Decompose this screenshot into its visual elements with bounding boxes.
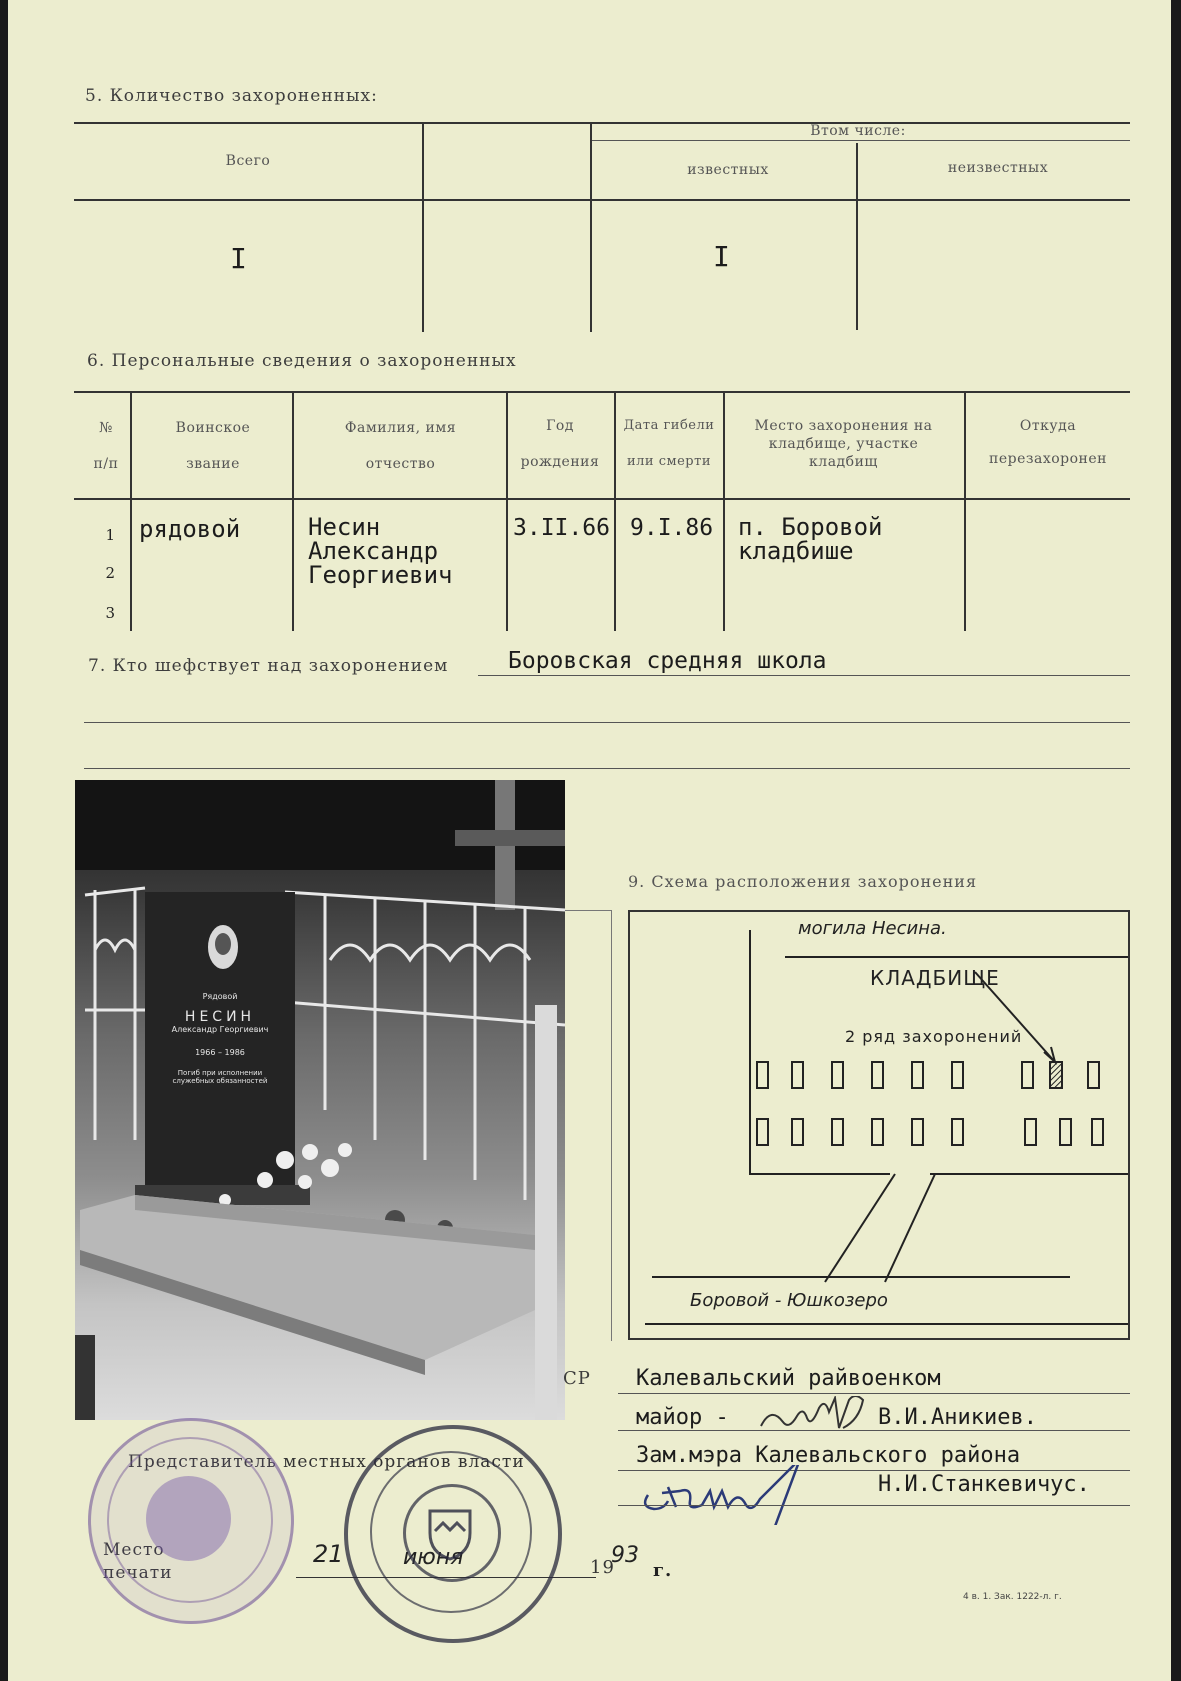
table5-header-including: Втом числе: (810, 123, 906, 139)
city-administration-stamp (344, 1425, 562, 1643)
section6-title: 6. Персональные сведения о захороненных (87, 351, 517, 371)
sig-line2-name: В.И.Аникиев. (878, 1405, 1037, 1430)
table6-header-line (74, 498, 1130, 500)
entry-death: 9.I.86 (630, 515, 714, 541)
blank-line (84, 768, 1130, 769)
row-number: 3 (105, 604, 116, 622)
tombstone-epitaph: Погиб при исполнении (177, 1069, 263, 1077)
signature-aniki (756, 1396, 896, 1444)
th-from-1: Откуда (1019, 418, 1077, 434)
tombstone-surname: НЕСИН (184, 1009, 256, 1025)
rep-label: Представитель местных органов власти (128, 1452, 525, 1472)
document-page (8, 0, 1171, 1681)
section7-line (478, 675, 1130, 676)
tombstone-inscription (147, 992, 293, 1085)
entry-name (308, 515, 453, 587)
tombstone-epitaph: служебных обязанностей (172, 1077, 268, 1085)
entry-name-line: Александр (308, 537, 439, 565)
table5-sub-line (590, 140, 1130, 141)
table5-known-value: I (713, 240, 730, 273)
th-name-1: Фамилия, имя (344, 420, 457, 436)
table5-header-total: Всего (225, 153, 271, 169)
th-death-2: или смерти (627, 454, 711, 469)
year-unit: г. (653, 1560, 673, 1581)
entry-birth: 3.II.66 (513, 515, 610, 541)
sig-underline (618, 1430, 1130, 1431)
burial-scheme (628, 910, 1130, 1340)
table6-col-line (130, 391, 132, 631)
table5-col-line (590, 122, 592, 332)
sig-line2: майор - (636, 1405, 729, 1430)
printer-mark: 4 в. 1. Зак. 1222-л. г. (963, 1592, 1062, 1602)
grave-photo (75, 780, 565, 1420)
signature-stank (638, 1465, 828, 1525)
th-num-1: № (99, 420, 113, 436)
scheme-grave-label: могила Несина. (798, 918, 947, 939)
sig-underline (618, 1393, 1130, 1394)
sig-underline (618, 1505, 1130, 1506)
seal-label: печати (103, 1563, 173, 1583)
table6-col-line (292, 391, 294, 631)
graves-row-2 (757, 1119, 1103, 1145)
table6-col-line (723, 391, 725, 631)
entry-rank: рядовой (139, 515, 241, 543)
table5-col-line (422, 122, 424, 332)
th-birth-1: Год (546, 418, 574, 434)
th-death-1: Дата гибели (623, 418, 715, 433)
ssr-fragment: СР (563, 1368, 591, 1389)
year-suffix: 93 (611, 1543, 639, 1568)
tombstone-name: Александр Георгиевич (171, 1025, 269, 1034)
section7-value: Боровская средняя школа (508, 648, 827, 674)
photo-backing-edge (565, 910, 612, 1341)
table5-header-known: известных (687, 162, 769, 178)
sig-line1: Калевальский райвоенком (636, 1366, 941, 1391)
year-prefix: 19 (590, 1557, 615, 1578)
table5-col-line (856, 143, 858, 330)
date-month: июня (403, 1545, 464, 1570)
entry-place-line: п. Боровой (738, 513, 883, 541)
section9-title: 9. Схема расположения захоронения (628, 872, 978, 891)
scheme-road-label: Боровой - Юшкозеро (690, 1290, 888, 1311)
th-place-2: кладбище, участке (768, 436, 919, 452)
tombstone-rank: Рядовой (202, 992, 238, 1001)
th-rank-2: звание (186, 456, 240, 472)
entry-name-line: Георгиевич (308, 561, 453, 589)
row-number: 1 (105, 526, 116, 544)
tombstone-years: 1966 – 1986 (195, 1048, 245, 1057)
entry-place-line: кладбише (738, 537, 854, 565)
table5-header-unknown: неизвестных (947, 160, 1049, 176)
seal-place-label: Место (103, 1540, 165, 1560)
th-from-2: перезахоронен (988, 451, 1107, 467)
blank-line (84, 722, 1130, 723)
th-place-3: кладбищ (809, 454, 878, 470)
row-number: 2 (105, 564, 116, 582)
military-commissariat-stamp (88, 1418, 294, 1624)
table6-col-line (964, 391, 966, 631)
photo-scene (75, 780, 565, 1420)
graves-row-1 (757, 1062, 1099, 1088)
th-rank-1: Воинское (175, 420, 251, 436)
table5-total-value: I (230, 242, 247, 275)
coat-of-arms-icon (420, 1501, 480, 1561)
table5-header-line (74, 199, 1130, 201)
th-num-2: п/п (93, 456, 119, 472)
sig-line3: Зам.мэра Калевальского района (636, 1443, 1021, 1468)
entry-name-line: Несин (308, 513, 381, 541)
sig-line4: Н.И.Станкевичус. (878, 1472, 1090, 1497)
table6-top-line (74, 391, 1130, 393)
section5-title: 5. Количество захороненных: (85, 86, 378, 106)
th-place-1: Место захоронения на (754, 418, 933, 434)
scheme-cemetery-label: КЛАДБИЩЕ (870, 966, 1000, 990)
th-birth-2: рождения (520, 454, 600, 470)
table5-top-line (74, 122, 1130, 124)
scheme-row-label: 2 ряд захоронений (845, 1027, 1023, 1046)
th-name-2: отчество (365, 456, 436, 472)
entry-place (738, 515, 883, 563)
section7-title: 7. Кто шефствует над захоронением (88, 656, 449, 676)
date-day: 21 (313, 1540, 344, 1568)
